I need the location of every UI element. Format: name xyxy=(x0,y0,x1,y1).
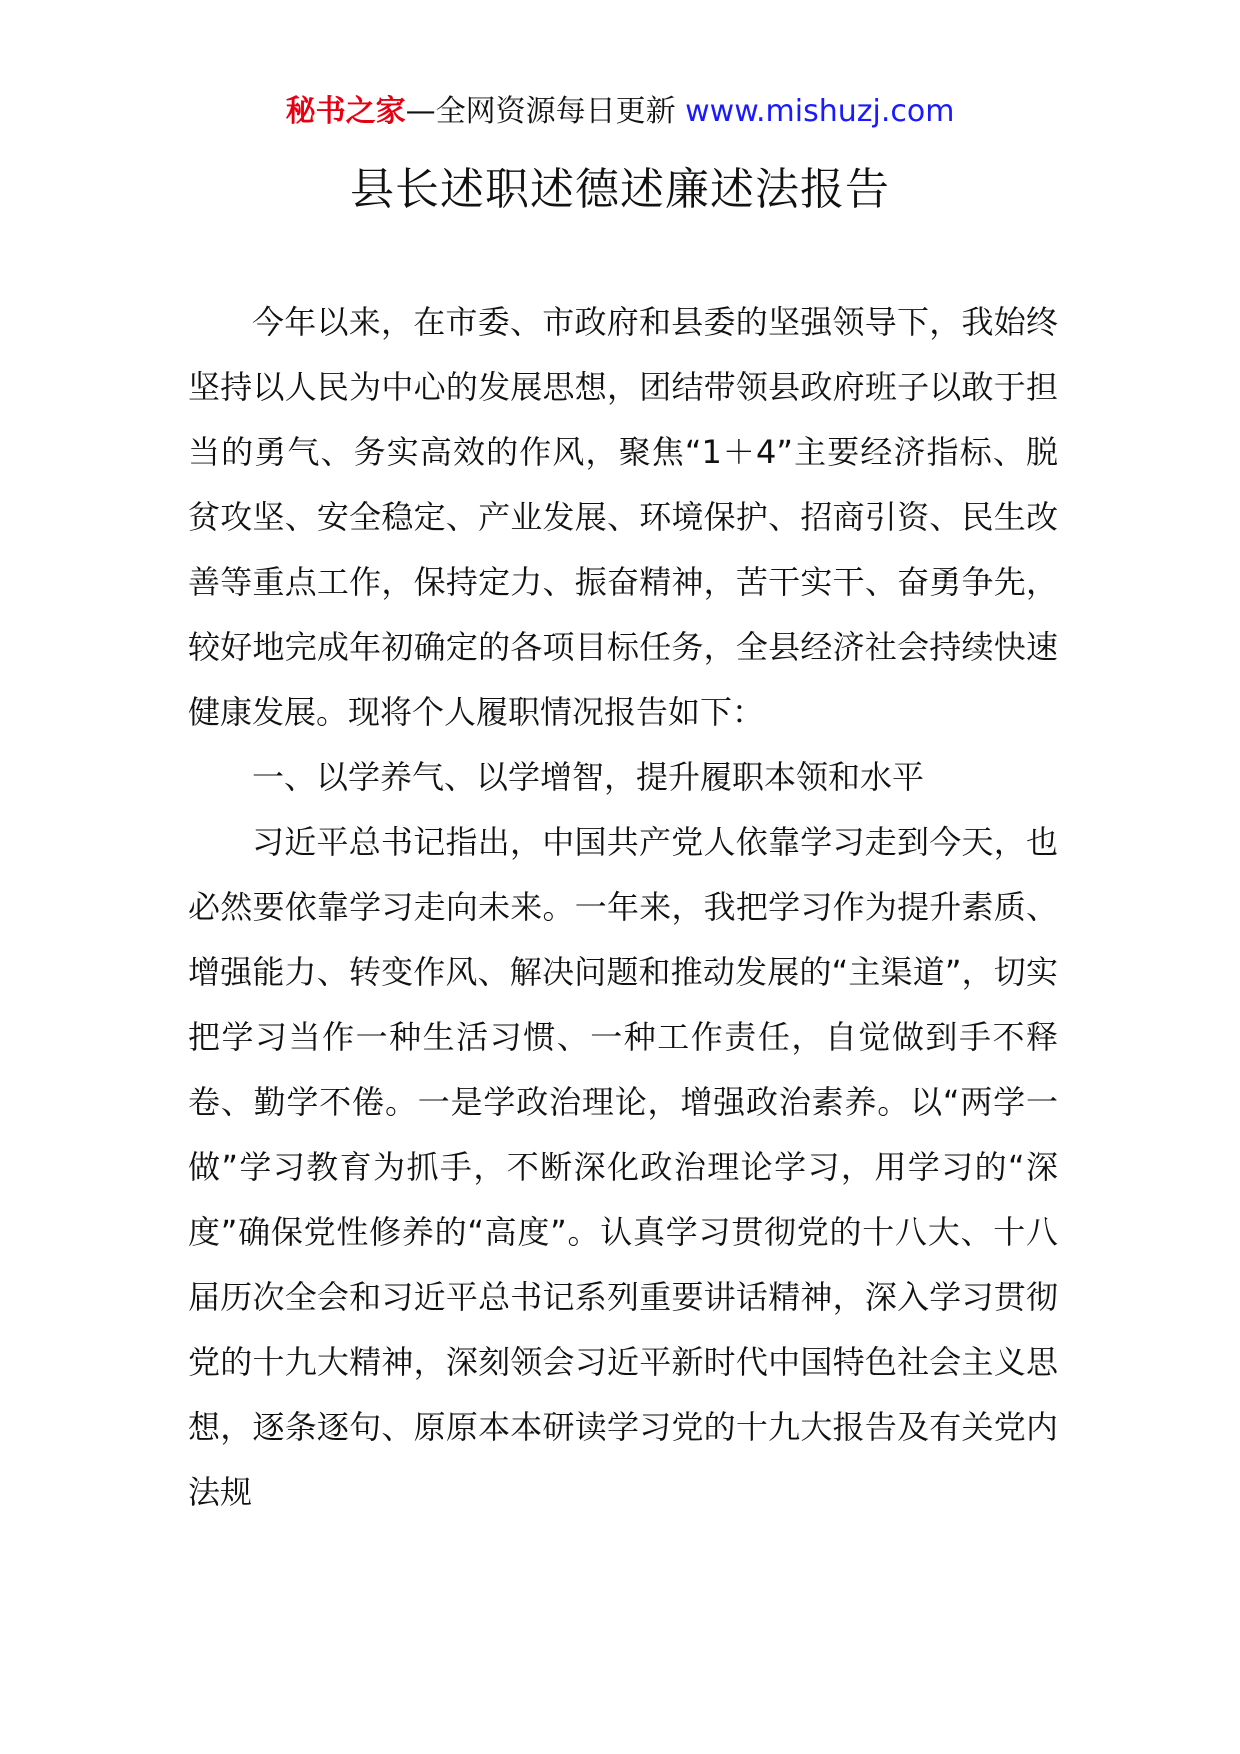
body-paragraph: 习近平总书记指出，中国共产党人依靠学习走到今天，也必然要依靠学习走向未来。一年来，我把学习作为提升素质、增强能力、转变作风、解决问题和推动发展的“主渠道”，切实把学习当作一种生活习惯、一种工作责任，自觉做到手不释卷、勤学不倦。一是学政治理论，增强政治素养。以“两学一做”学习教育为抓手，不断深化政治理论学习，用学习的“深度”确保党性修养的“高度”。认真学习贯彻党的十八大、十八届历次全会和习近平总书记系列重要讲话精神，深入学习贯彻党的十九大精神，深刻领会习近平新时代中国特色社会主义思想，逐条逐句、原原本本研读学习党的十九大报告及有关党内法规 xyxy=(188,823,1058,1511)
brand-name: 秘书之家 xyxy=(285,94,406,129)
site-tagline: —全网资源每日更新 xyxy=(405,94,676,129)
intro-paragraph: 今年以来，在市委、市政府和县委的坚强领导下，我始终坚持以人民为中心的发展思想，团结带领县政府班子以敢于担当的勇气、务实高效的作风，聚焦“1＋4”主要经济指标、脱贫攻坚、安全稳定、产业发展、环境保护、招商引资、民生改善等重点工作，保持定力、振奋精神，苦干实干、奋勇争先，较好地完成年初确定的各项目标任务，全县经济社会持续快速健康发展。现将个人履职情况报告如下： xyxy=(188,303,1058,731)
document-title: 县长述职述德述廉述法报告 xyxy=(350,164,890,215)
section-heading: 一、以学养气、以学增智，提升履职本领和水平 xyxy=(252,758,925,796)
site-url-link[interactable]: www.mishuzj.com xyxy=(685,94,955,129)
document-body xyxy=(188,290,1058,1525)
site-header xyxy=(0,92,1240,132)
